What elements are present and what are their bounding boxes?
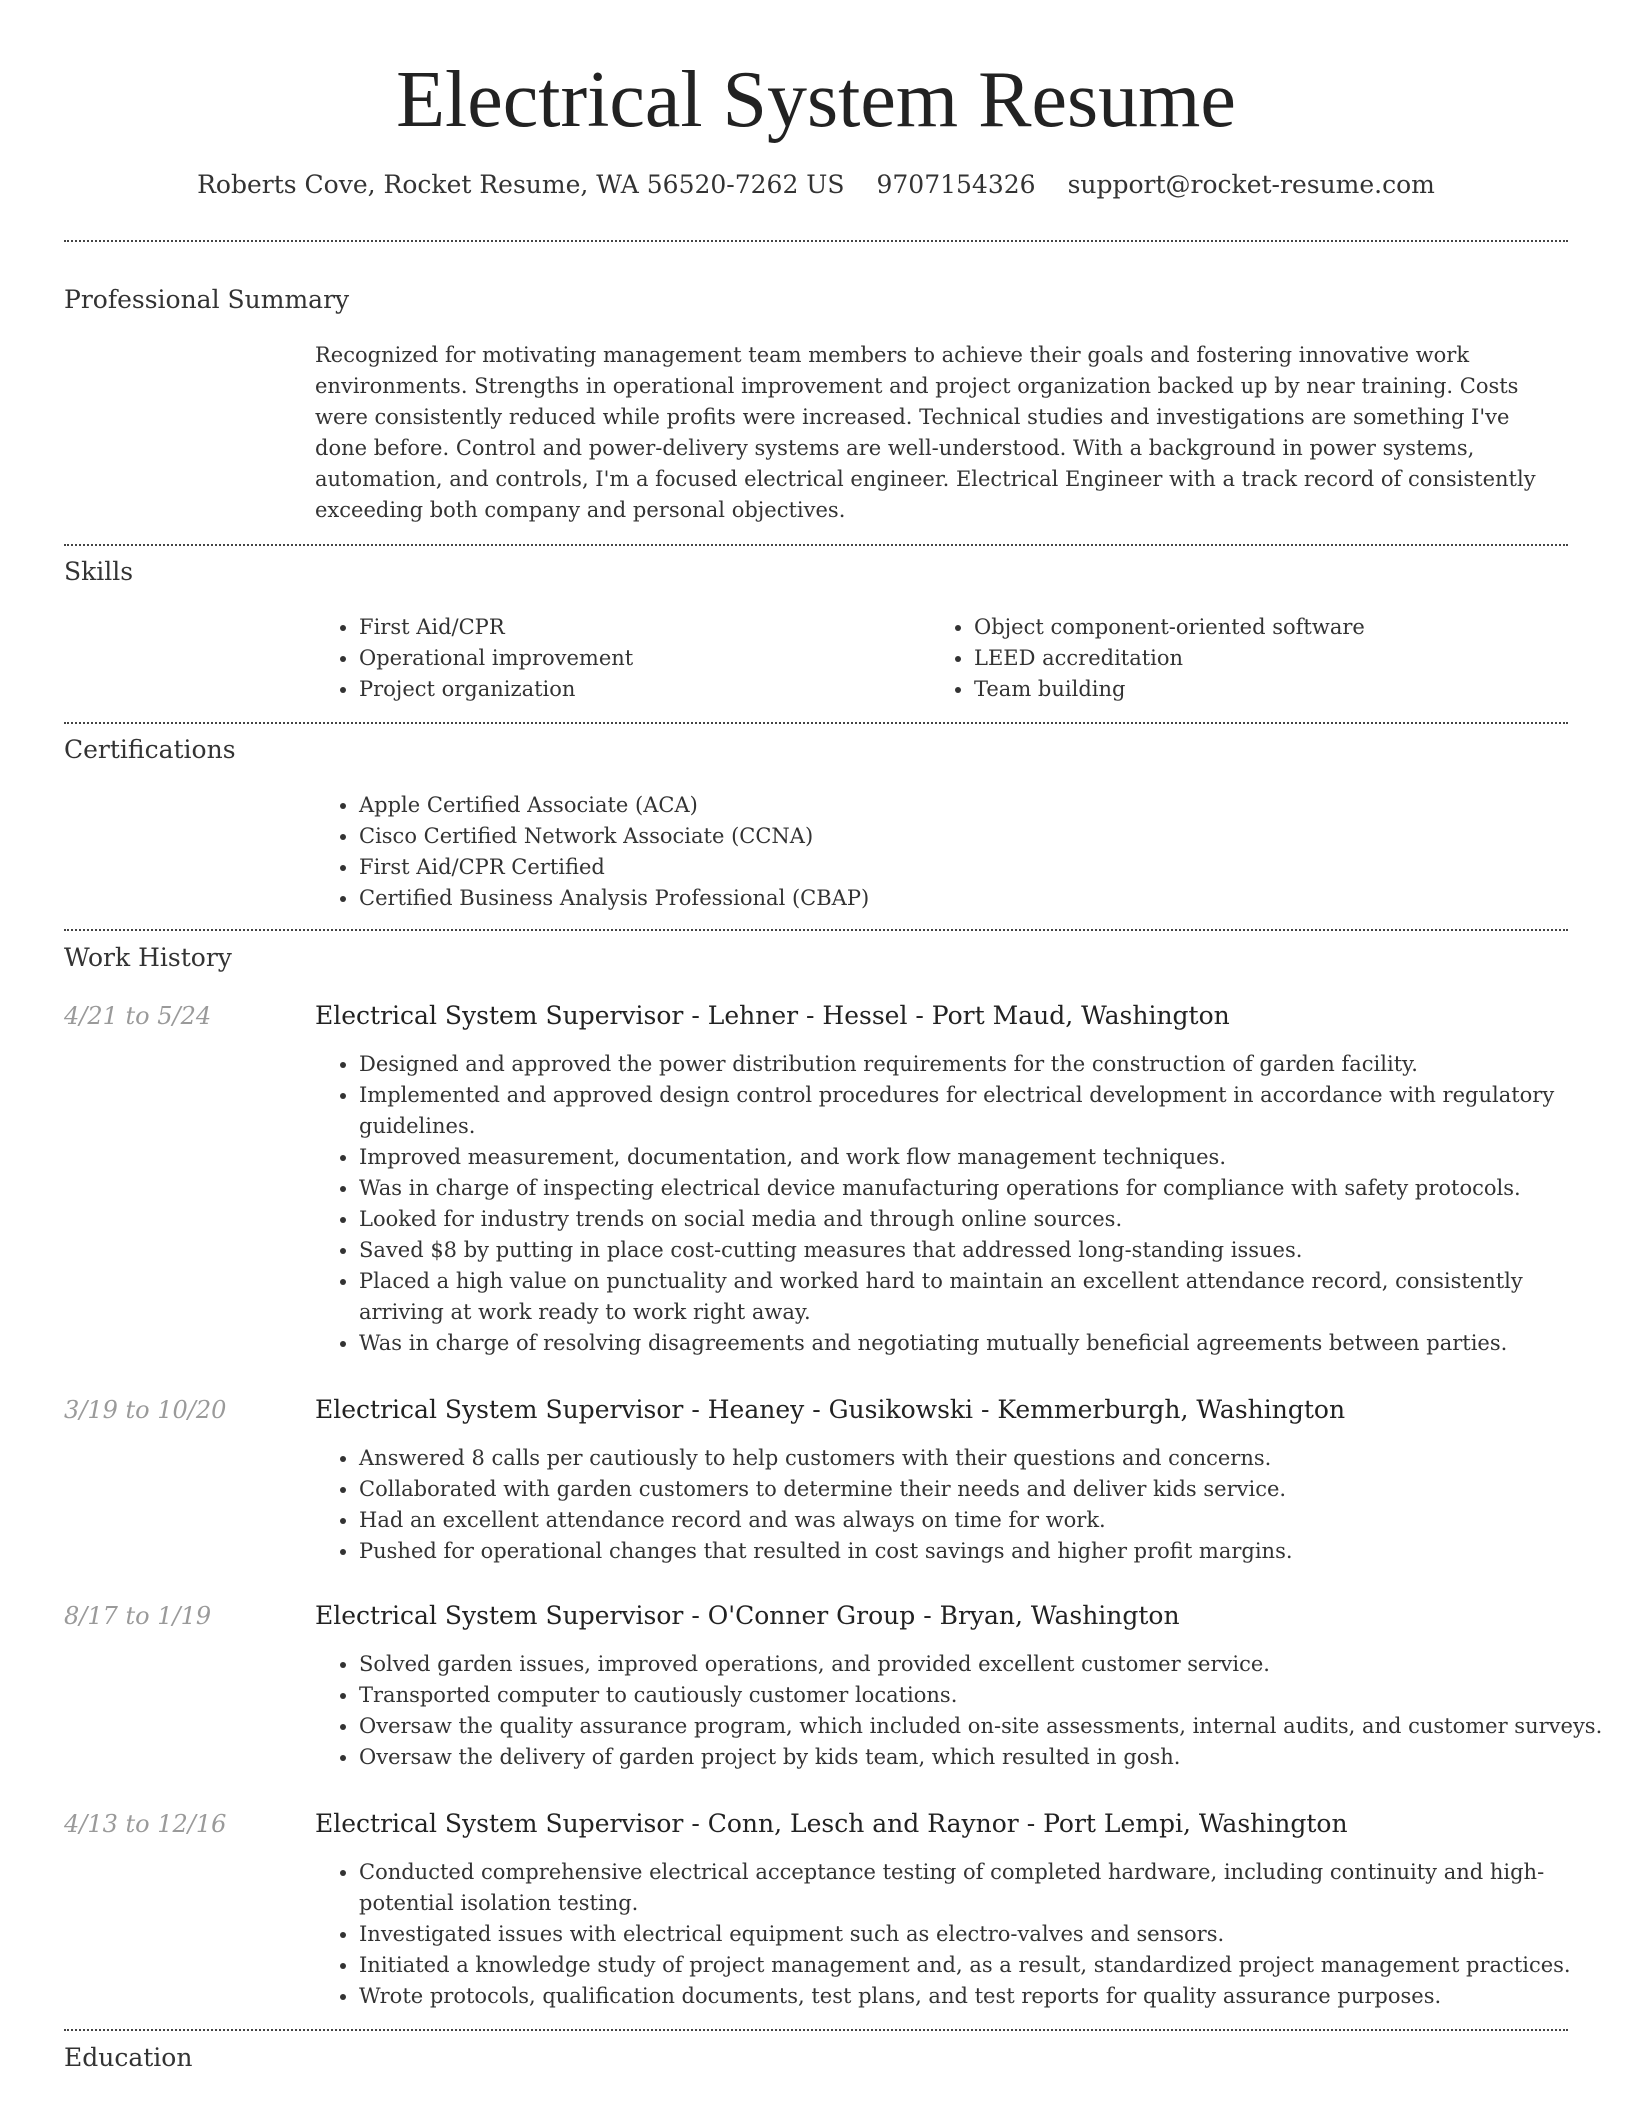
contact-phone: 9707154326 — [876, 170, 1036, 199]
job-bullet: • Placed a high value on punctuality and worked hard to maintain an excellent attendance record, consistently arriving at work ready to work right away. — [359, 1266, 1609, 1328]
divider — [64, 722, 1568, 724]
section-title-skills: Skills — [64, 557, 134, 586]
job-bullet: • Investigated issues with electrical equipment such as electro-valves and sensors. — [359, 1919, 1609, 1950]
job-bullet: • Collaborated with garden customers to determine their needs and deliver kids service. — [359, 1474, 1609, 1505]
job-bullets — [315, 1049, 1609, 1359]
contact-email: support@rocket-resume.com — [1067, 170, 1435, 199]
certification-item: • Cisco Certified Network Associate (CCNA) — [359, 821, 1559, 852]
job-bullet: • Answered 8 calls per cautiously to help customers with their questions and concerns. — [359, 1443, 1609, 1474]
job-bullet: • Saved $8 by putting in place cost-cutting measures that addressed long-standing issues. — [359, 1235, 1609, 1266]
skill-item: • First Aid/CPR — [359, 612, 919, 643]
job-bullets — [315, 1649, 1609, 1773]
job-bullet: • Implemented and approved design control procedures for electrical development in accordance with regulatory guidelines. — [359, 1080, 1609, 1142]
section-title-work-history: Work History — [64, 943, 232, 972]
job-title: Electrical System Supervisor - O'Conner Group - Bryan, Washington — [315, 1601, 1180, 1630]
section-title-certifications: Certifications — [64, 735, 236, 764]
certifications-list — [315, 790, 1559, 914]
job-bullet: • Transported computer to cautiously customer locations. — [359, 1680, 1609, 1711]
job-bullet: • Oversaw the delivery of garden project by kids team, which resulted in gosh. — [359, 1742, 1609, 1773]
job-title: Electrical System Supervisor - Conn, Lesch and Raynor - Port Lempi, Washington — [315, 1809, 1348, 1838]
divider — [64, 544, 1568, 546]
skill-item: • Object component-oriented software — [974, 612, 1574, 643]
job-bullet: • Looked for industry trends on social media and through online sources. — [359, 1204, 1609, 1235]
certification-item: • First Aid/CPR Certified — [359, 852, 1559, 883]
job-title: Electrical System Supervisor - Heaney - Gusikowski - Kemmerburgh, Washington — [315, 1395, 1346, 1424]
job-bullets — [315, 1857, 1609, 2012]
job-bullet: • Wrote protocols, qualification documents, test plans, and test reports for quality assurance purposes. — [359, 1981, 1609, 2012]
summary-text: Recognized for motivating management team members to achieve their goals and fostering innovative work environments. Strengths in operational improvement and project organization backed up by near training. Costs were consistently reduced while profits were increased. Technical studies and investigations are something I've done before. Control and power-delivery systems are well-understood. With a background in power systems, automation, and controls, I'm a focused electrical engineer. Electrical Engineer with a track record of consistently exceeding both company and personal objectives. — [315, 343, 1536, 522]
job-bullets — [315, 1443, 1609, 1567]
job-bullet: • Oversaw the quality assurance program, which included on-site assessments, internal audits, and customer surveys. — [359, 1711, 1609, 1742]
job-bullet: • Pushed for operational changes that resulted in cost savings and higher profit margins. — [359, 1536, 1609, 1567]
resume-title: Electrical System Resume — [396, 56, 1236, 144]
divider — [64, 240, 1568, 242]
skill-item: • Project organization — [359, 674, 919, 705]
certification-item: • Apple Certified Associate (ACA) — [359, 790, 1559, 821]
contact-address: Roberts Cove, Rocket Resume, WA 56520-7262 US — [197, 170, 845, 199]
certification-item: • Certified Business Analysis Professional (CBAP) — [359, 883, 1559, 914]
job-bullet: • Had an excellent attendance record and was always on time for work. — [359, 1505, 1609, 1536]
job-dates: 8/17 to 1/19 — [64, 1602, 212, 1630]
contact-line — [0, 170, 1632, 200]
skill-item: • LEED accreditation — [974, 643, 1574, 674]
skill-item: • Operational improvement — [359, 643, 919, 674]
job-title: Electrical System Supervisor - Lehner - Hessel - Port Maud, Washington — [315, 1001, 1230, 1030]
skills-list-right — [930, 612, 1574, 705]
job-bullet: • Initiated a knowledge study of project management and, as a result, standardized project management practices. — [359, 1950, 1609, 1981]
section-title-education: Education — [64, 2043, 193, 2072]
job-dates: 4/21 to 5/24 — [64, 1002, 212, 1030]
skills-list-left — [315, 612, 919, 705]
job-dates: 4/13 to 12/16 — [64, 1810, 227, 1838]
job-bullet: • Was in charge of inspecting electrical device manufacturing operations for compliance with safety protocols. — [359, 1173, 1609, 1204]
job-bullet: • Conducted comprehensive electrical acceptance testing of completed hardware, including continuity and high-potential isolation testing. — [359, 1857, 1609, 1919]
divider — [64, 2029, 1568, 2031]
job-bullet: • Improved measurement, documentation, and work flow management techniques. — [359, 1142, 1609, 1173]
job-bullet: • Designed and approved the power distribution requirements for the construction of garden facility. — [359, 1049, 1609, 1080]
section-title-summary: Professional Summary — [64, 285, 350, 314]
job-bullet: • Solved garden issues, improved operations, and provided excellent customer service. — [359, 1649, 1609, 1680]
divider — [64, 929, 1568, 931]
job-dates: 3/19 to 10/20 — [64, 1396, 227, 1424]
skill-item: • Team building — [974, 674, 1574, 705]
job-bullet: • Was in charge of resolving disagreements and negotiating mutually beneficial agreements between parties. — [359, 1328, 1609, 1359]
